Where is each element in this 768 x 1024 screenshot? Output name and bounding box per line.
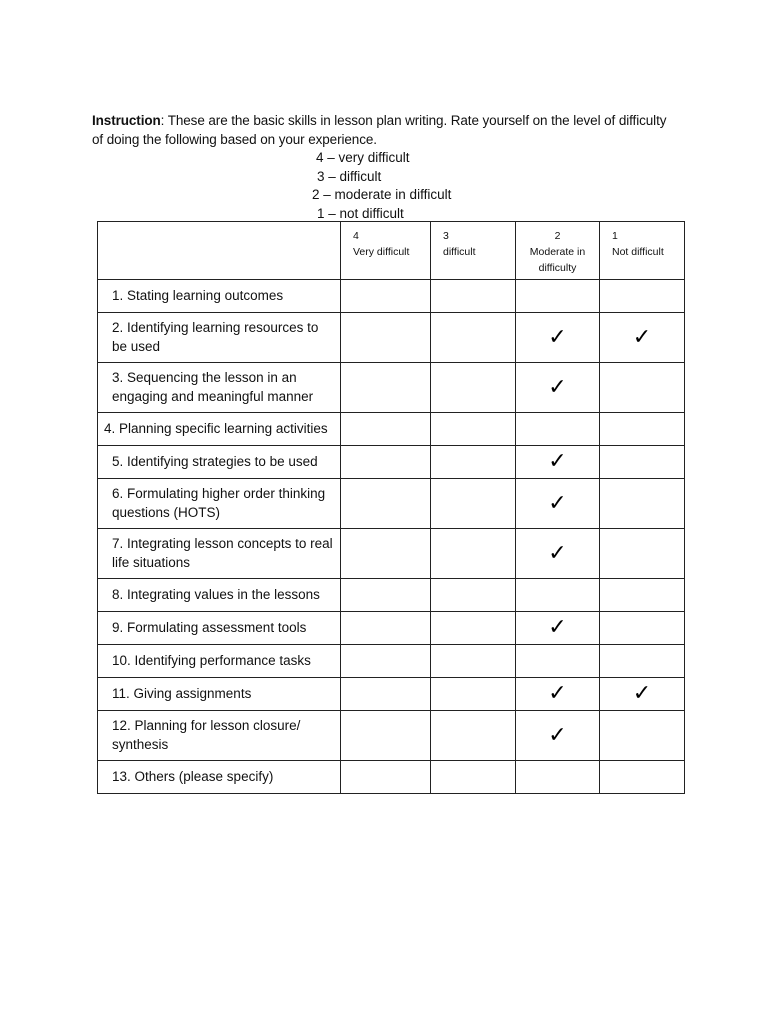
rating-cell-1 [600, 612, 685, 645]
checkmark-icon: ✓ [632, 324, 652, 350]
column-label: difficult [443, 246, 476, 258]
rating-cell-2 [516, 529, 600, 579]
table-row [98, 446, 685, 479]
rating-cell-1 [600, 529, 685, 579]
instruction-paragraph [92, 112, 672, 149]
rating-cell-3 [431, 479, 516, 529]
instruction-text: : These are the basic skills in lesson plan writing. Rate yourself on the level of difficulty of doing the following based on your experience. [92, 113, 667, 147]
rating-cell-2 [516, 761, 600, 794]
column-header-1 [600, 222, 685, 280]
rating-cell-1 [600, 678, 685, 711]
table-row [98, 678, 685, 711]
rating-cell-2 [516, 579, 600, 612]
checkmark-icon: ✓ [548, 374, 567, 400]
skill-cell: 12. Planning for lesson closure/ synthesis [98, 711, 341, 761]
rating-cell-2 [516, 363, 600, 413]
instruction-label: Instruction [92, 113, 161, 128]
rating-cell-3 [431, 678, 516, 711]
table-row [98, 479, 685, 529]
table-row [98, 711, 685, 761]
table-row [98, 280, 685, 313]
table-row [98, 413, 685, 446]
rating-cell-4 [341, 612, 431, 645]
rating-cell-3 [431, 711, 516, 761]
rating-cell-1 [600, 645, 685, 678]
skill-cell: 11. Giving assignments [98, 678, 341, 711]
rating-cell-2 [516, 446, 600, 479]
rating-cell-2 [516, 645, 600, 678]
rating-cell-3 [431, 313, 516, 363]
rating-cell-2 [516, 479, 600, 529]
rating-cell-3 [431, 761, 516, 794]
column-number: 1 [612, 230, 618, 242]
rating-cell-4 [341, 280, 431, 313]
rating-cell-2 [516, 413, 600, 446]
rating-cell-4 [341, 413, 431, 446]
rating-cell-3 [431, 363, 516, 413]
rating-cell-4 [341, 711, 431, 761]
rating-cell-1 [600, 711, 685, 761]
rating-cell-4 [341, 761, 431, 794]
rating-cell-3 [431, 612, 516, 645]
rating-cell-3 [431, 579, 516, 612]
column-number: 4 [353, 230, 359, 242]
rating-cell-2 [516, 313, 600, 363]
checkmark-icon: ✓ [548, 324, 567, 350]
rating-cell-3 [431, 413, 516, 446]
rating-cell-2 [516, 678, 600, 711]
rating-cell-3 [431, 446, 516, 479]
checkmark-icon: ✓ [548, 490, 567, 516]
checkmark-icon: ✓ [548, 449, 567, 474]
skill-cell: 1. Stating learning outcomes [98, 280, 341, 313]
rating-cell-4 [341, 529, 431, 579]
skill-cell: 9. Formulating assessment tools [98, 612, 341, 645]
rating-cell-1 [600, 479, 685, 529]
skill-cell: 8. Integrating values in the lessons [98, 579, 341, 612]
table-row [98, 612, 685, 645]
rating-cell-1 [600, 363, 685, 413]
scale-item-2: 2 – moderate in difficult [312, 187, 452, 202]
rating-cell-4 [341, 363, 431, 413]
column-label: Very difficult [353, 246, 410, 258]
rating-cell-1 [600, 446, 685, 479]
rating-cell-4 [341, 313, 431, 363]
checkmark-icon: ✓ [548, 681, 567, 706]
rating-cell-1 [600, 313, 685, 363]
rating-cell-3 [431, 280, 516, 313]
table-row [98, 313, 685, 363]
table-row [98, 529, 685, 579]
column-label: Not difficult [612, 246, 664, 258]
rating-cell-1 [600, 413, 685, 446]
table-row [98, 761, 685, 794]
skill-cell: 3. Sequencing the lesson in an engaging and meaningful manner [98, 363, 341, 413]
skill-cell: 6. Formulating higher order thinking questions (HOTS) [98, 479, 341, 529]
column-header-2 [516, 222, 600, 280]
rating-cell-4 [341, 645, 431, 678]
rating-cell-3 [431, 529, 516, 579]
scale-item-3: 3 – difficult [317, 168, 382, 184]
checkmark-icon: ✓ [632, 681, 652, 706]
skill-cell: 13. Others (please specify) [98, 761, 341, 794]
rating-cell-1 [600, 761, 685, 794]
column-number: 3 [443, 230, 449, 242]
column-label: Moderate in difficulty [529, 246, 586, 274]
scale-item-4: 4 – very difficult [316, 150, 410, 165]
column-number: 2 [554, 230, 561, 242]
rating-scale-legend [0, 149, 768, 223]
rating-cell-3 [431, 645, 516, 678]
rating-cell-1 [600, 280, 685, 313]
table-row [98, 645, 685, 678]
rating-cell-4 [341, 579, 431, 612]
column-header-4 [341, 222, 431, 280]
header-row [98, 222, 685, 280]
skill-cell: 7. Integrating lesson concepts to real life situations [98, 529, 341, 579]
rating-cell-4 [341, 678, 431, 711]
rating-cell-4 [341, 446, 431, 479]
table-row [98, 363, 685, 413]
column-header-3 [431, 222, 516, 280]
rating-cell-2 [516, 280, 600, 313]
checkmark-icon: ✓ [548, 540, 567, 566]
scale-item-1: 1 – not difficult [317, 205, 404, 221]
rating-cell-1 [600, 579, 685, 612]
rating-cell-4 [341, 479, 431, 529]
header-blank-cell [98, 222, 341, 280]
skill-cell: 5. Identifying strategies to be used [98, 446, 341, 479]
checkmark-icon: ✓ [548, 615, 567, 640]
rating-cell-2 [516, 711, 600, 761]
skill-cell: 4. Planning specific learning activities [98, 413, 341, 446]
skill-cell: 10. Identifying performance tasks [98, 645, 341, 678]
skills-rating-table [97, 221, 685, 794]
skill-cell: 2. Identifying learning resources to be used [98, 313, 341, 363]
table-row [98, 579, 685, 612]
checkmark-icon: ✓ [548, 722, 567, 748]
rating-cell-2 [516, 612, 600, 645]
